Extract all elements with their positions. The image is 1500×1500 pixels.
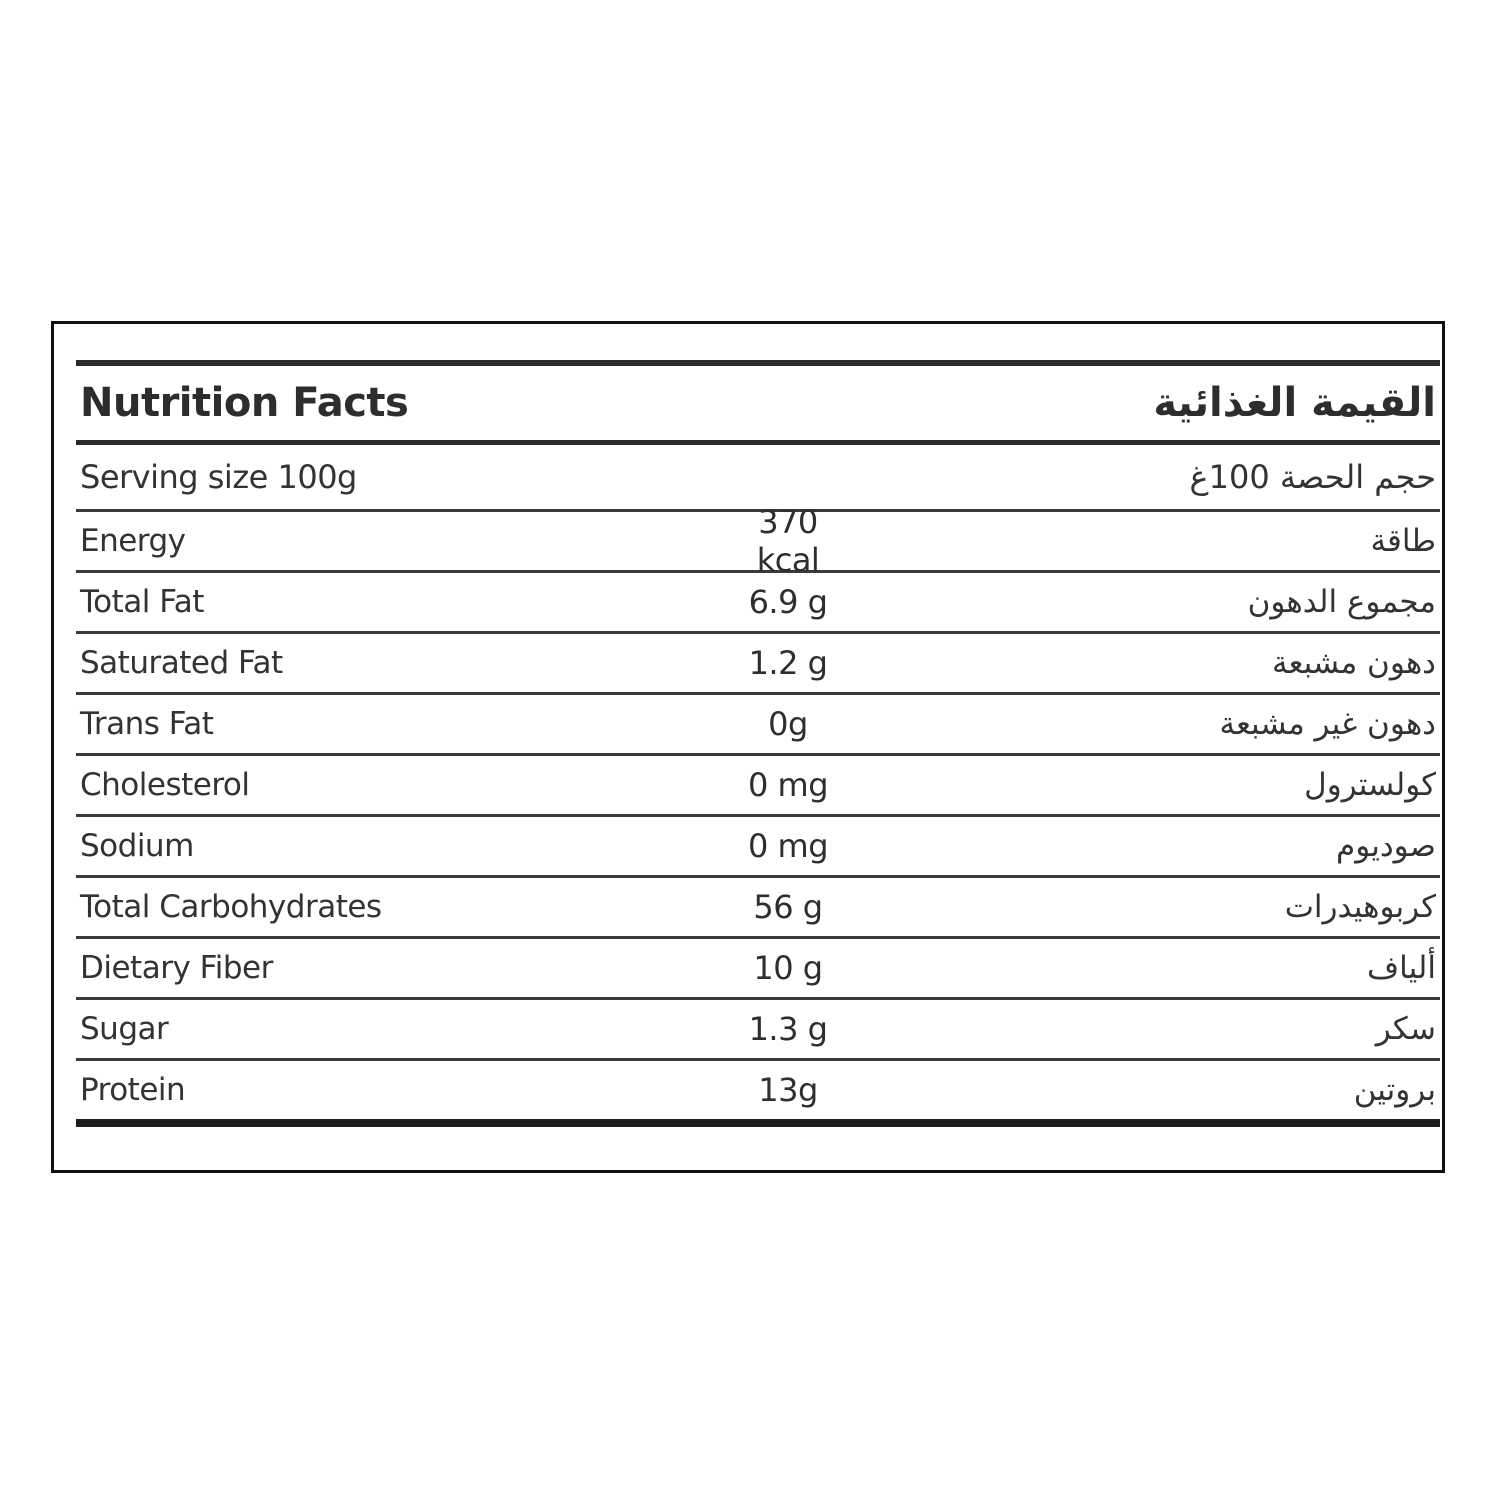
nutrient-row-total-fat	[76, 573, 1440, 631]
bottom-rule	[76, 1119, 1440, 1127]
nutrition-label	[51, 321, 1445, 1173]
nutrient-name-arabic: طاقة	[1370, 523, 1436, 559]
nutrient-name-english: Sugar	[80, 1011, 169, 1047]
nutrient-name-english: Cholesterol	[80, 767, 250, 803]
nutrient-value: 10 g	[753, 949, 823, 987]
nutrient-name-arabic: دهون غير مشبعة	[1219, 706, 1436, 742]
nutrient-name-english: Sodium	[80, 828, 194, 864]
serving-size-row	[76, 445, 1440, 509]
nutrient-value: 0 mg	[747, 766, 828, 804]
nutrient-row-cholesterol	[76, 756, 1440, 814]
nutrient-value: 0g	[768, 705, 808, 743]
nutrient-row-trans-fat	[76, 695, 1440, 753]
nutrient-row-sugar	[76, 1000, 1440, 1058]
title-arabic: القيمة الغذائية	[1153, 380, 1436, 426]
nutrient-row-protein	[76, 1061, 1440, 1119]
title-english: Nutrition Facts	[80, 380, 409, 426]
nutrient-row-saturated-fat	[76, 634, 1440, 692]
nutrient-name-arabic: صوديوم	[1336, 828, 1436, 864]
nutrient-row-total-carbohydrates	[76, 878, 1440, 936]
nutrient-name-arabic: ألياف	[1367, 950, 1436, 986]
nutrient-name-arabic: كربوهيدرات	[1284, 889, 1436, 925]
nutrient-name-english: Total Fat	[80, 584, 204, 620]
nutrient-value: 6.9 g	[748, 583, 828, 621]
nutrient-name-arabic: سكر	[1375, 1011, 1436, 1047]
nutrient-value: 1.3 g	[748, 1010, 828, 1048]
nutrient-name-english: Protein	[80, 1072, 186, 1108]
nutrient-name-arabic: مجموع الدهون	[1247, 584, 1436, 620]
nutrition-table	[76, 360, 1440, 1127]
nutrient-name-english: Energy	[80, 523, 186, 559]
nutrient-name-arabic: بروتين	[1353, 1072, 1436, 1108]
nutrient-value: 370 kcal	[756, 503, 820, 579]
nutrient-value: 0 mg	[747, 827, 828, 865]
nutrient-row-dietary-fiber	[76, 939, 1440, 997]
nutrient-name-arabic: كولسترول	[1304, 767, 1436, 803]
nutrient-name-english: Total Carbohydrates	[80, 889, 382, 925]
nutrient-value: 56 g	[753, 888, 823, 926]
nutrient-value: 13g	[758, 1071, 818, 1109]
nutrient-row-sodium	[76, 817, 1440, 875]
serving-size-english: Serving size 100g	[80, 458, 357, 496]
nutrient-name-arabic: دهون مشبعة	[1272, 645, 1436, 681]
nutrient-name-english: Saturated Fat	[80, 645, 283, 681]
nutrient-name-english: Dietary Fiber	[80, 950, 273, 986]
nutrient-row-energy	[76, 503, 1440, 579]
nutrient-value: 1.2 g	[748, 644, 828, 682]
title-row	[76, 366, 1440, 440]
serving-size-arabic: حجم الحصة 100غ	[1189, 458, 1436, 496]
nutrient-name-english: Trans Fat	[80, 706, 214, 742]
